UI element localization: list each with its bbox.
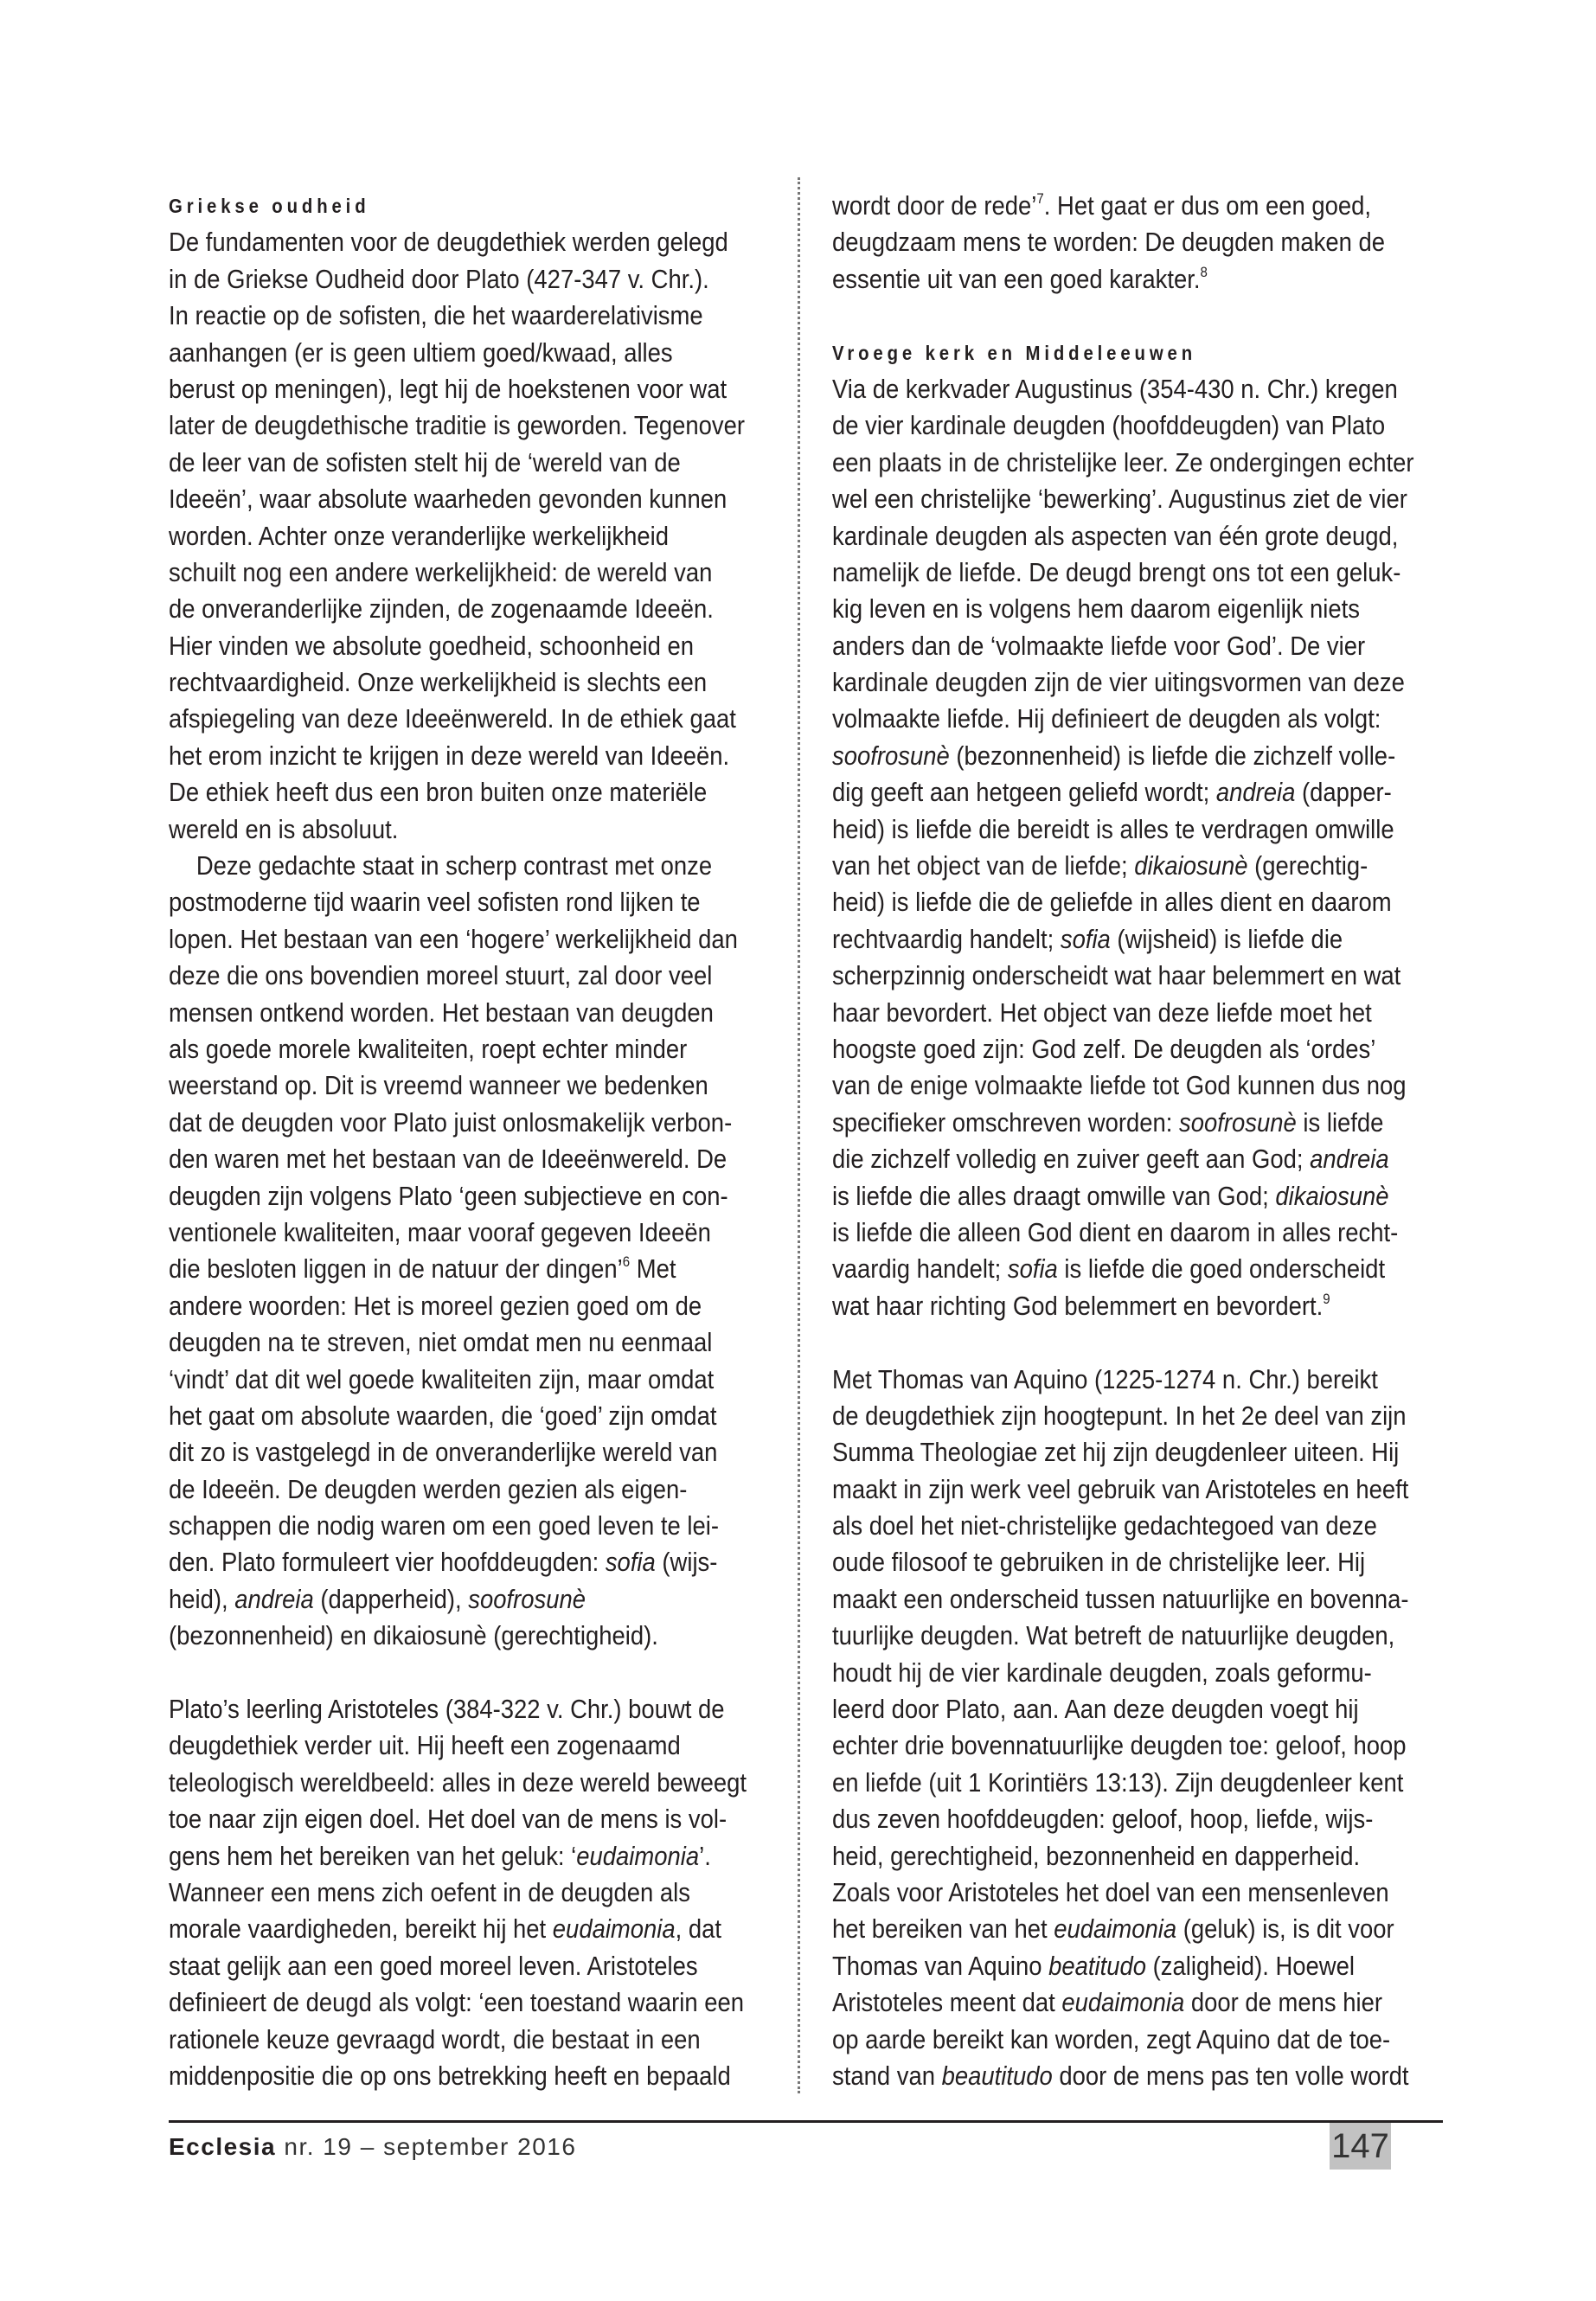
text-line — [832, 738, 1429, 774]
italic-term: soofrosunè — [468, 1583, 586, 1614]
text-line: Wanneer een mens zich oefent in de deugden als — [169, 1876, 690, 1907]
text-line — [169, 1581, 766, 1618]
text-line: lopen. Het bestaan van een ‘hogere’ werkelijkheid dan — [169, 923, 738, 954]
text-line — [169, 1911, 766, 1947]
text-line — [169, 1838, 766, 1875]
text-line: worden. Achter onze veranderlijke werkelijkheid — [169, 520, 669, 551]
text-line — [832, 188, 1429, 224]
text-line: rationele keuze gevraagd wordt, die bestaat in een — [169, 2023, 701, 2054]
text-line: scherpzinnig onderscheidt wat haar belemmert en wat — [832, 960, 1401, 991]
text-line: dus zeven hoofddeugden: geloof, hoop, liefde, wijs- — [832, 1804, 1374, 1835]
footnote-ref: 6 — [622, 1253, 631, 1271]
text-line — [832, 1948, 1429, 1984]
text-line: de Ideeën. De deugden werden gezien als eigen- — [169, 1473, 688, 1504]
text-span: heid), — [169, 1583, 235, 1614]
italic-term: dikaiosunè — [1134, 850, 1248, 881]
text-line: Hier vinden we absolute goedheid, schoonheid en — [169, 630, 695, 661]
page-number: 147 — [1330, 2123, 1391, 2170]
text-line: de vier kardinale deugden (hoofddeugden) van Plato — [832, 410, 1386, 441]
text-line — [832, 1141, 1429, 1177]
text-span: door de mens hier — [1184, 1987, 1382, 2018]
text-line: heid) is liefde die de geliefde in alles dient en daarom — [832, 887, 1392, 918]
text-span: rechtvaardig handelt; — [832, 923, 1061, 954]
text-line: dat de deugden voor Plato juist onlosmakelijk verbon- — [169, 1106, 733, 1138]
text-line: In reactie op de sofisten, die het waarderelativisme — [169, 300, 703, 331]
text-line: heid, gerechtigheid, bezonnenheid en dapperheid. — [832, 1840, 1361, 1871]
text-span: (wijsheid) is liefde die — [1110, 923, 1343, 954]
text-line: Via de kerkvader Augustinus (354-430 n. Chr.) kregen — [832, 373, 1398, 404]
magazine-name: Ecclesia — [169, 2133, 277, 2160]
blank-line — [169, 1655, 766, 1691]
footnote-ref: 8 — [1200, 263, 1208, 280]
text-line: rechtvaardigheid. Onze werkelijkheid is slechts een — [169, 667, 708, 698]
text-line: oude filosoof te gebruiken in de christelijke leer. Hij — [832, 1547, 1366, 1578]
text-line: maakt een onderscheid tussen natuurlijke en bovenna- — [832, 1583, 1409, 1614]
text-span: . Het gaat er dus om een goed, — [1043, 190, 1372, 221]
text-line: aanhangen (er is geen ultiem goed/kwaad, alles — [169, 336, 673, 368]
text-line: de leer van de sofisten stelt hij de ‘wereld van de — [169, 446, 681, 478]
text-line: deugden zijn volgens Plato ‘geen subjectieve en con- — [169, 1180, 728, 1211]
text-span: (dapper- — [1295, 777, 1392, 808]
italic-term: soofrosunè — [832, 740, 950, 771]
text-line: schappen die nodig waren om een goed leven te lei- — [169, 1510, 720, 1541]
text-line: het erom inzicht te krijgen in deze wereld van Ideeën. — [169, 740, 730, 771]
text-line: afspiegeling van deze Ideeënwereld. In de ethiek gaat — [169, 703, 736, 734]
text-line: kardinale deugden als aspecten van één grote deugd, — [832, 520, 1399, 551]
text-line: andere woorden: Het is moreel gezien goed om de — [169, 1290, 702, 1321]
text-line — [832, 2058, 1429, 2094]
italic-term: soofrosunè — [1179, 1106, 1297, 1138]
text-line — [832, 1105, 1429, 1141]
text-line: (bezonnenheid) en dikaiosunè (gerechtigheid). — [169, 1620, 658, 1651]
text-line: houdt hij de vier kardinale deugden, zoals geformu- — [832, 1657, 1372, 1688]
text-span: (dapperheid), — [313, 1583, 469, 1614]
footer-issue-info — [169, 2133, 576, 2161]
text-line — [832, 261, 1429, 298]
text-span: wat haar richting God belemmert en bevordert. — [832, 1290, 1324, 1321]
section-heading: Griekse oudheid — [169, 195, 370, 217]
text-line — [832, 1911, 1429, 1947]
text-line: wereld en is absoluut. — [169, 813, 399, 844]
footnote-ref: 7 — [1036, 190, 1044, 207]
italic-term: andreia — [1215, 777, 1296, 808]
text-line: de onveranderlijke zijnden, de zogenaamde Ideeën. — [169, 593, 714, 625]
text-span: den. Plato formuleert vier hoofddeugden: — [169, 1547, 606, 1578]
text-line — [832, 1288, 1429, 1324]
text-span: Thomas van Aquino — [832, 1950, 1049, 1981]
text-span: Met — [630, 1253, 676, 1285]
text-line: ‘vindt’ dat dit wel goede kwaliteiten zijn, maar omdat — [169, 1363, 715, 1394]
text-line: op aarde bereikt kan worden, zegt Aquino dat de toe- — [832, 2023, 1391, 2054]
text-line: deugden na te streven, niet omdat men nu eenmaal — [169, 1327, 713, 1358]
text-line: De ethiek heeft dus een bron buiten onze materiële — [169, 777, 708, 808]
italic-term: eudaimonia — [552, 1913, 676, 1945]
text-line: Met Thomas van Aquino (1225-1274 n. Chr.) bereikt — [832, 1363, 1378, 1394]
text-span: is liefde — [1296, 1106, 1384, 1138]
text-line: ventionele kwaliteiten, maar vooraf gegeven Ideeën — [169, 1216, 711, 1247]
text-line: maakt in zijn werk veel gebruik van Aristoteles en heeft — [832, 1473, 1409, 1504]
text-span: essentie uit van een goed karakter. — [832, 263, 1201, 294]
text-line: middenpositie die op ons betrekking heeft en bepaald — [169, 2060, 731, 2091]
text-span: Aristoteles meent dat — [832, 1987, 1062, 2018]
text-line: toe naar zijn eigen doel. Het doel van de mens is vol- — [169, 1804, 727, 1835]
text-line: anders dan de ‘volmaakte liefde voor God’. De vier — [832, 630, 1366, 661]
text-line: Summa Theologiae zet hij zijn deugdenleer uiteen. Hij — [832, 1437, 1400, 1468]
italic-term: andreia — [234, 1583, 314, 1614]
text-line — [832, 921, 1429, 958]
text-line — [832, 848, 1429, 884]
italic-term: eudaimonia — [576, 1840, 700, 1871]
text-span: is liefde die goed onderscheidt — [1057, 1253, 1386, 1285]
text-line: deugdethiek verder uit. Hij heeft een zogenaamd — [169, 1730, 681, 1761]
text-line: den waren met het bestaan van de Ideeënwereld. De — [169, 1144, 727, 1175]
text-line: De fundamenten voor de deugdethiek werden gelegd — [169, 227, 728, 258]
text-line: van de enige volmaakte liefde tot God kunnen dus nog — [832, 1070, 1407, 1101]
text-span: specifieker omschreven worden: — [832, 1106, 1180, 1138]
right-column — [832, 188, 1429, 2094]
text-line: mensen ontkend worden. Het bestaan van deugden — [169, 997, 714, 1028]
text-span: (bezonnenheid) is liefde die zichzelf volle- — [949, 740, 1396, 771]
text-span: die zichzelf volledig en zuiver geeft aan God; — [832, 1144, 1311, 1175]
text-line: volmaakte liefde. Hij definieert de deugden als volgt: — [832, 703, 1381, 734]
text-line: later de deugdethische traditie is geworden. Tegenover — [169, 410, 746, 441]
text-line: kardinale deugden zijn de vier uitingsvormen van deze — [832, 667, 1405, 698]
text-line: heid) is liefde die bereidt is alles te verdragen omwille — [832, 813, 1394, 844]
text-line: definieert de deugd als volgt: ‘een toestand waarin een — [169, 1987, 745, 2018]
text-line: deze die ons bovendien moreel stuurt, zal door veel — [169, 960, 713, 991]
text-span: door de mens pas ten volle wordt — [1052, 2060, 1409, 2091]
footnote-ref: 9 — [1323, 1290, 1330, 1307]
text-line — [832, 1984, 1429, 2021]
italic-term: sofia — [1007, 1253, 1058, 1285]
footer-rule — [169, 2120, 1443, 2123]
text-span: (wijs- — [655, 1547, 718, 1578]
text-line: weerstand op. Dit is vreemd wanneer we bedenken — [169, 1070, 708, 1101]
italic-term: sofia — [605, 1547, 656, 1578]
text-span: stand van — [832, 2060, 942, 2091]
text-line: namelijk de liefde. De deugd brengt ons tot een geluk- — [832, 556, 1401, 587]
italic-term: eudaimonia — [1061, 1987, 1185, 2018]
text-line: een plaats in de christelijke leer. Ze ondergingen echter — [832, 446, 1414, 478]
text-span: is liefde die alles draagt omwille van God; — [832, 1180, 1276, 1211]
text-span: gens hem het bereiken van het geluk: ‘ — [169, 1840, 577, 1871]
text-span: , dat — [675, 1913, 722, 1945]
text-line: als doel het niet-christelijke gedachtegoed van deze — [832, 1510, 1377, 1541]
text-line: Zoals voor Aristoteles het doel van een mensenleven — [832, 1876, 1389, 1907]
text-line: is liefde die alleen God dient en daarom in alles recht- — [832, 1216, 1399, 1247]
text-span: morale vaardigheden, bereikt hij het — [169, 1913, 553, 1945]
text-line: wel een christelijke ‘bewerking’. Augustinus ziet de vier — [832, 484, 1407, 515]
text-line: kig leven en is volgens hem daarom eigenlijk niets — [832, 593, 1360, 625]
text-line: haar bevordert. Het object van deze liefde moet het — [832, 997, 1372, 1028]
text-line: leerd door Plato, aan. Aan deze deugden voegt hij — [832, 1694, 1359, 1725]
text-span: die besloten liggen in de natuur der dingen’ — [169, 1253, 623, 1285]
text-span: (gerechtig- — [1247, 850, 1368, 881]
text-span: ’. — [699, 1840, 711, 1871]
text-line — [832, 774, 1429, 811]
text-line — [832, 1251, 1429, 1287]
text-line: Ideeën’, waar absolute waarheden gevonden kunnen — [169, 484, 727, 515]
text-line: postmoderne tijd waarin veel sofisten rond lijken te — [169, 887, 701, 918]
text-span: het bereiken van het — [832, 1913, 1054, 1945]
text-line — [169, 1251, 766, 1287]
italic-term: andreia — [1310, 1144, 1389, 1175]
text-line: de deugdethiek zijn hoogtepunt. In het 2e deel van zijn — [832, 1400, 1407, 1431]
italic-term: beatitudo — [1048, 1950, 1147, 1981]
italic-term: eudaimonia — [1054, 1913, 1177, 1945]
column-divider — [798, 177, 800, 2093]
blank-line — [832, 1324, 1429, 1361]
text-span: vaardig handelt; — [832, 1253, 1008, 1285]
blank-line — [832, 298, 1429, 334]
text-span: wordt door de rede’ — [832, 190, 1037, 221]
text-line — [832, 1178, 1429, 1215]
text-line: als goede morele kwaliteiten, roept echter minder — [169, 1033, 688, 1064]
text-line: tuurlijke deugden. Wat betreft de natuurlijke deugden, — [832, 1620, 1395, 1651]
issue-date: nr. 19 – september 2016 — [276, 2133, 577, 2160]
text-span: dig geeft aan hetgeen geliefd wordt; — [832, 777, 1216, 808]
text-line: berust op meningen), legt hij de hoekstenen voor wat — [169, 373, 727, 404]
left-column — [169, 188, 766, 2094]
text-line — [169, 1544, 766, 1580]
text-line: en liefde (uit 1 Korintiërs 13:13). Zijn deugdenleer kent — [832, 1766, 1404, 1798]
italic-term: dikaiosunè — [1275, 1180, 1389, 1211]
text-span: (geluk) is, is dit voor — [1176, 1913, 1394, 1945]
text-line: echter drie bovennatuurlijke deugden toe: geloof, hoop — [832, 1730, 1407, 1761]
text-line: hoogste goed zijn: God zelf. De deugden als ‘ordes’ — [832, 1033, 1376, 1064]
text-line: staat gelijk aan een goed moreel leven. Aristoteles — [169, 1950, 698, 1981]
text-line: deugdzaam mens te worden: De deugden maken de — [832, 227, 1386, 258]
text-line: Deze gedachte staat in scherp contrast met onze — [195, 850, 713, 881]
text-span: (zaligheid). Hoewel — [1146, 1950, 1355, 1981]
text-line: Plato’s leerling Aristoteles (384-322 v. Chr.) bouwt de — [169, 1694, 725, 1725]
text-span: van het object van de liefde; — [832, 850, 1135, 881]
text-line: dit zo is vastgelegd in de onveranderlijke wereld van — [169, 1437, 718, 1468]
text-line: teleologisch wereldbeeld: alles in deze wereld beweegt — [169, 1766, 747, 1798]
text-line: in de Griekse Oudheid door Plato (427-347 v. Chr.). — [169, 263, 709, 294]
section-heading: Vroege kerk en Middeleeuwen — [832, 341, 1197, 364]
text-line: schuilt nog een andere werkelijkheid: de wereld van — [169, 556, 713, 587]
italic-term: sofia — [1060, 923, 1111, 954]
text-line: het gaat om absolute waarden, die ‘goed’ zijn omdat — [169, 1400, 717, 1431]
italic-term: beautitudo — [941, 2060, 1053, 2091]
